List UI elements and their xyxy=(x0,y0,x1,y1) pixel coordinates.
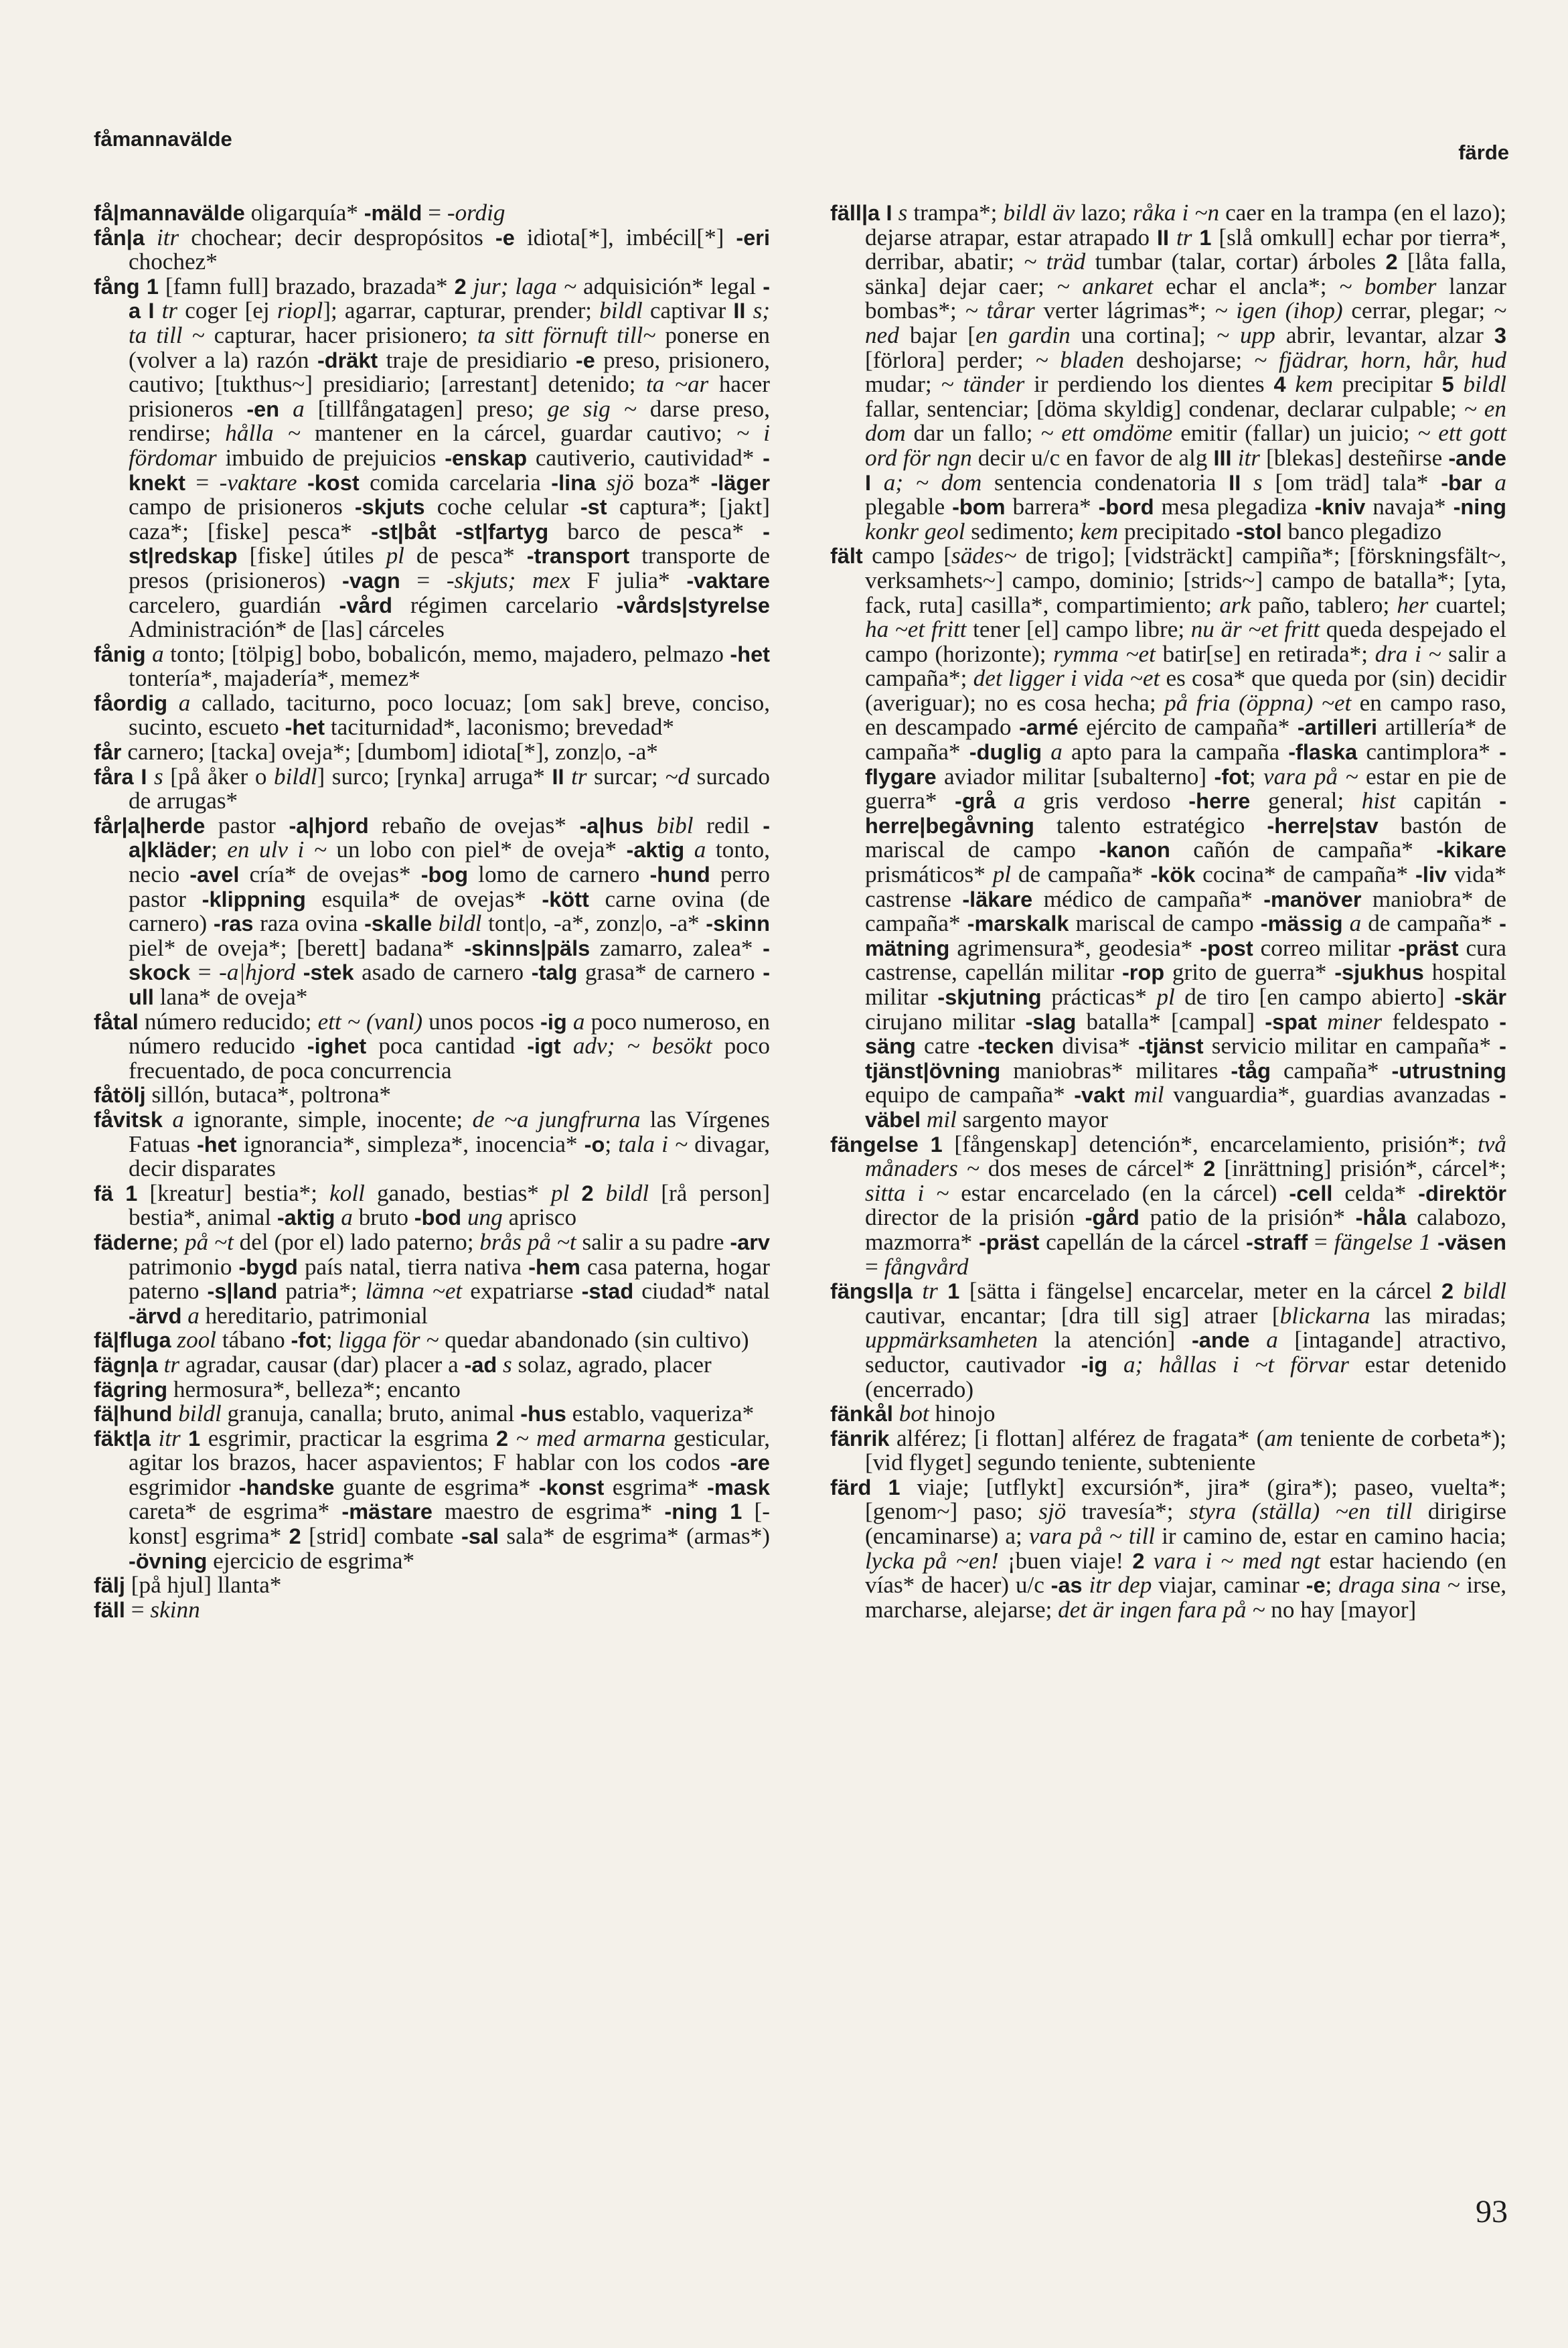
right-column xyxy=(830,201,1506,1622)
dictionary-entry: fång 1 [famn full] brazado, brazada* 2 jur; laga ~ adquisición* legal -a I tr coger [ej riopl]; agarrar, capturar, prender; bildl captivar II s; ta till ~ capturar, hacer prisionero; ta sitt förnuft till~ ponerse en (volver a la) razón -dräkt traje de presidiario -e preso, prisionero, cautivo; [tukthus~] presidiario; [arrestant] detenido; ta ~ar hacer prisioneros -en a [tillfångatagen] preso; ge sig ~ darse preso, rendirse; hålla ~ mantener en la cárcel, guardar cautivo; ~ i fördomar imbuido de prejuicios -enskap cautiverio, cautividad* -knekt = -vaktare -kost comida carcelaria -lina sjö boza* -läger campo de prisioneros -skjuts coche celular -st captura*; [jakt] caza*; [fiske] pesca* -st|båt -st|fartyg barco de pesca* -st|redskap [fiske] útiles pl de pesca* -transport transporte de presos (prisioneros) -vagn = -skjuts; mex F julia* -vaktare carcelero, guardián -vård régimen carcelario -vårds|styrelse Administración* de [las] cárceles xyxy=(94,273,771,643)
dictionary-entry: fåtölj sillón, butaca*, poltrona* xyxy=(94,1082,392,1108)
dictionary-entry: får carnero; [tacka] oveja*; [dumbom] idiota[*], zonz|o, -a* xyxy=(94,739,658,765)
dictionary-entry: fåvitsk a ignorante, simple, inocente; de ~a jungfrurna las Vírgenes Fatuas -het ignorancia*, simpleza*, inocencia* -o; tala i ~ divagar, decir disparates xyxy=(94,1106,770,1182)
dictionary-entry: fäll|a I s trampa*; bildl äv lazo; råka i ~n caer en la trampa (en el lazo); dejarse atrapar, estar atrapado II tr 1 [slå omkull] echar por tierra*, derribar, abatir; ~ träd tumbar (talar, cortar) árboles 2 [låta falla, sänka] dejar caer; ~ ankaret echar el ancla*; ~ bomber lanzar bombas*; ~ tårar verter lágrimas*; ~ igen (ihop) cerrar, plegar; ~ ned bajar [en gardin una cortina]; ~ upp abrir, levantar, alzar 3 [förlora] perder; ~ bladen deshojarse; ~ fjädrar, horn, hår, hud mudar; ~ tänder ir perdiendo los dientes 4 kem precipitar 5 bildl fallar, sentenciar; [döma skyldig] condenar, declarar culpable; ~ en dom dar un fallo; ~ ett omdöme emitir (fallar) un juicio; ~ ett gott ord för ngn decir u/c en favor de alg III itr [blekas] desteñirse -ande I a; ~ dom sentencia condenatoria II s [om träd] tala* -bar a plegable -bom barrera* -bord mesa plegadiza -kniv navaja* -ning konkr geol sedimento; kem precipitado -stol banco plegadizo xyxy=(830,200,1507,544)
dictionary-entry: fån|a itr chochear; decir despropósitos -e idiota[*], imbécil[*] -eri chochez* xyxy=(94,224,770,275)
running-head-right: färde xyxy=(1458,141,1509,164)
dictionary-entry: färd 1 viaje; [utflykt] excursión*, jira* (gira*); paseo, vuelta*; [genom~] paso; sjö travesía*; styra (ställa) ~en till dirigirse (encaminarse) a; vara på ~ till ir camino de, estar en camino hacia; lycka på ~en! ¡buen viaje! 2 vara i ~ med ngt estar haciendo (en vías* de hacer) u/c -as itr dep viajar, caminar -e; draga sina ~ irse, marcharse, alejarse; det är ingen fara på ~ no hay [mayor] xyxy=(830,1473,1507,1623)
dictionary-entry: fäll = skinn xyxy=(94,1596,200,1623)
left-column xyxy=(94,201,770,1622)
dictionary-entry: fängelse 1 [fångenskap] detención*, encarcelamiento, prisión*; två månaders ~ dos meses de cárcel* 2 [inrättning] prisión*, cárcel*; sitta i ~ estar encarcelado (en la cárcel) -cell celda* -direktör director de la prisión -gård patio de la prisión* -håla calabozo, mazmorra* -präst capellán de la cárcel -straff = fängelse 1 -väsen = fångvård xyxy=(830,1130,1507,1280)
running-head-left: fåmannavälde xyxy=(94,127,232,151)
dictionary-entry: fä 1 [kreatur] bestia*; koll ganado, bestias* pl 2 bildl [rå person] bestia*, animal -aktig a bruto -bod ung aprisco xyxy=(94,1179,770,1231)
page-number: 93 xyxy=(1476,2194,1508,2229)
dictionary-entry: fäkt|a itr 1 esgrimir, practicar la esgrima 2 ~ med armarna gesticular, agitar los brazos, hacer aspavientos; F hablar con los codos -are esgrimidor -handske guante de esgrima* -konst esgrima* -mask careta* de esgrima* -mästare maestro de esgrima* -ning 1 [-konst] esgrima* 2 [strid] combate -sal sala* de esgrima* (armas*) -övning ejercicio de esgrima* xyxy=(94,1424,770,1574)
dictionary-entry: fält campo [sädes~ de trigo]; [vidsträckt] campiña*; [förskningsfält~, verksamhets~] campo, dominio; [strids~] campo de batalla*; [yta, fack, ruta] casilla*, compartimiento; ark paño, tablero; her cuartel; ha ~et fritt tener [el] campo libre; nu är ~et fritt queda despejado el campo (horizonte); rymma ~et batir[se] en retirada*; dra i ~ salir a campaña*; det ligger i vida ~et es cosa* que queda por (sin) decidir (averiguar); no es cosa hecha; på fria (öppna) ~et en campo raso, en descampado -armé ejército de campaña* -artilleri artillería* de campaña* -duglig a apto para la campaña -flaska cantimplora* -flygare aviador militar [subalterno] -fot; vara på ~ estar en pie de guerra* -grå a gris verdoso -herre general; hist capitán -herre|begåvning talento estratégico -herre|stav bastón de mariscal de campo -kanon cañón de campaña* -kikare prismáticos* pl de campaña* -kök cocina* de campaña* -liv vida* castrense -läkare médico de campaña* -manöver maniobra* de campaña* -marskalk mariscal de campo -mässig a de campaña* -mätning agrimensura*, geodesia* -post correo militar -präst cura castrense, capellán militar -rop grito de guerra* -sjukhus hospital militar -skjutning prácticas* pl de tiro [en campo abierto] -skär cirujano militar -slag batalla* [campal] -spat miner feldespato -säng catre -tecken divisa* -tjänst servicio militar en campaña* -tjänst|övning maniobras* militares -tåg campaña* -utrustning equipo de campaña* -vakt mil vanguardia*, guardias avanzadas -väbel mil sargento mayor xyxy=(830,542,1507,1132)
dictionary-entry: fälj [på hjul] llanta* xyxy=(94,1572,282,1599)
dictionary-entry: fä|fluga zool tábano -fot; ligga för ~ quedar abandonado (sin cultivo) xyxy=(94,1327,749,1353)
dictionary-entry: fänkål bot hinojo xyxy=(830,1400,996,1427)
dictionary-entry: fåtal número reducido; ett ~ (vanl) unos pocos -ig a poco numeroso, en número reducido -ighet poca cantidad -igt adv; ~ besökt poco frecuentado, de poca concurrencia xyxy=(94,1008,771,1084)
dictionary-entry: fänrik alférez; [i flottan] alférez de fragata* (am teniente de corbeta*); [vid flyget] segundo teniente, subteniente xyxy=(830,1424,1506,1476)
dictionary-entry: få|mannavälde oligarquía* -mäld = -ordig xyxy=(94,200,505,226)
dictionary-entry: får|a|herde pastor -a|hjord rebaño de ovejas* -a|hus bibl redil -a|kläder; en ulv i ~ un lobo con piel* de oveja* -aktig a tonto, necio -avel cría* de ovejas* -bog lomo de carnero -hund perro pastor -klippning esquila* de ovejas* -kött carne ovina (de carnero) -ras raza ovina -skalle bildl tont|o, -a*, zonz|o, -a* -skinn piel* de oveja*; [berett] badana* -skinns|päls zamarro, zalea* -skock = -a|hjord -stek asado de carnero -talg grasa* de carnero -ull lana* de oveja* xyxy=(94,812,771,1010)
dictionary-entry: fåordig a callado, taciturno, poco locuaz; [om sak] breve, conciso, sucinto, escueto -het taciturnidad*, laconismo; brevedad* xyxy=(94,689,770,741)
dictionary-entry: fånig a tonto; [tölpig] bobo, bobalicón, memo, majadero, pelmazo -het tontería*, majadería*, memez* xyxy=(94,640,770,692)
dictionary-entry: fäderne; på ~t del (por el) lado paterno; brås på ~t salir a su padre -arv patrimonio -bygd país natal, tierra nativa -hem casa paterna, hogar paterno -s|land patria*; lämna ~et expatriarse -stad ciudad* natal -ärvd a hereditario, patrimonial xyxy=(94,1228,770,1329)
dictionary-entry: fä|hund bildl granuja, canalla; bruto, animal -hus establo, vaqueriza* xyxy=(94,1400,755,1427)
dictionary-entry: fägn|a tr agradar, causar (dar) placer a -ad s solaz, agrado, placer xyxy=(94,1351,712,1378)
dictionary-entry: fägring hermosura*, belleza*; encanto xyxy=(94,1376,461,1402)
dictionary-entry: fåra I s [på åker o bildl] surco; [rynka] arruga* II tr surcar; ~d surcado de arrugas* xyxy=(94,763,771,814)
dictionary-entry: fängsl|a tr 1 [sätta i fängelse] encarcelar, meter en la cárcel 2 bildl cautivar, encantar; [dra till sig] atraer [blickarna las miradas; uppmärksamheten la atención] -ande a [intagande] atractivo, seductor, cautivador -ig a; hållas i ~t förvar estar detenido (encerrado) xyxy=(830,1278,1507,1402)
